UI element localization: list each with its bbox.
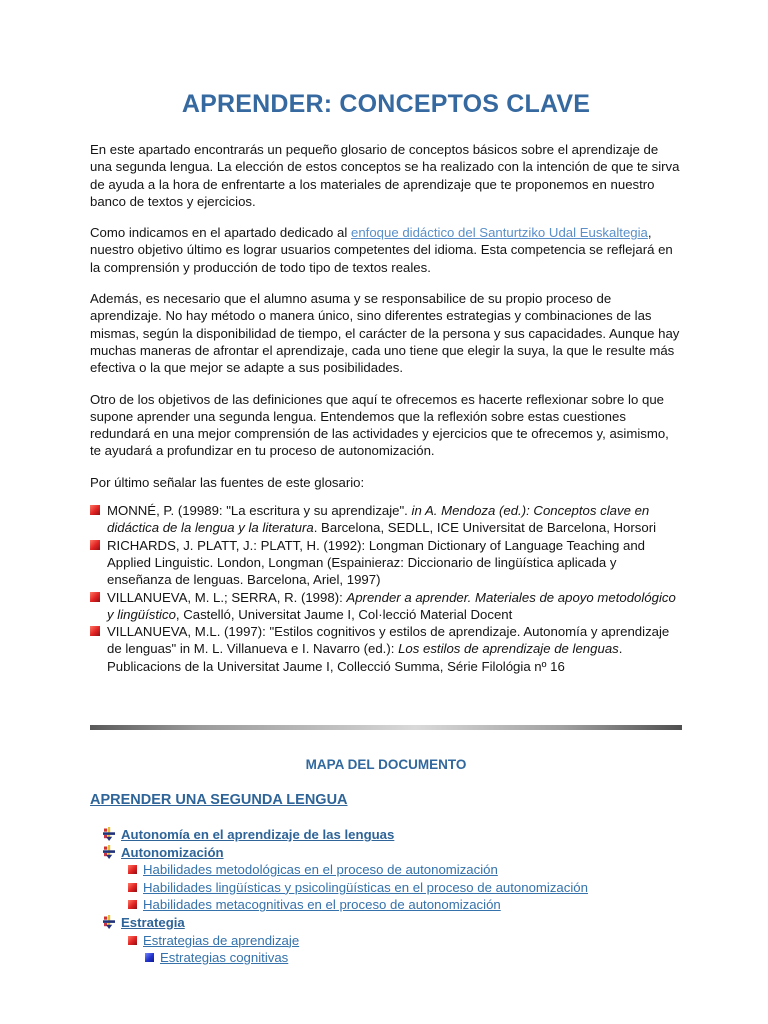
reference-item [90,502,682,537]
reference-text-italic: Los estilos de aprendizaje de lenguas [398,641,619,657]
page-title: APRENDER: CONCEPTOS CLAVE [181,90,591,118]
red-square-bullet-icon [128,936,137,945]
tree-link-estrategia[interactable]: Estrategia [121,914,185,930]
tree-item-estrategias-aprendizaje [90,932,682,950]
tree-item-estrategias-cognitivas [90,949,682,967]
reference-text-italic: Aprender a aprender. Materiales de apoyo metodológico y lingüístico [107,589,676,622]
red-square-bullet-icon [90,505,100,515]
red-square-bullet-icon [90,540,100,550]
document-map-tree [90,826,682,967]
paragraph-responsabilidad-text: Además, es necesario que el alumno asuma y se responsabilice de su propio proceso de aprendizaje. No hay método o manera único, sino diferentes estrategias y combinaciones de las mismas, según la disponibilidad de tiempo, el carácter de la persona y sus capacidades. Aunque hay muchas maneras de afrontar el aprendizaje, cada uno tiene que elegir la suya, la que le resulte más efectiva o la que mejor se adapte a sus posibilidades. [90,291,680,376]
reference-text: . Barcelona, SEDLL, ICE Universitat de Barcelona, Horsori [313,520,657,536]
red-square-bullet-icon [90,626,100,636]
paragraph-enfoque [90,224,682,276]
tree-item-autonomizacion [90,844,682,862]
reference-item [90,589,682,624]
reference-item [90,623,682,675]
reference-text: , Castelló, Universitat Jaume I, Col·lecció Material Docent [175,606,513,622]
tree-link-habilidades-metacognitivas[interactable]: Habilidades metacognitivas en el proceso de autonomización [143,897,501,913]
aprender-segunda-lengua-link[interactable]: APRENDER UNA SEGUNDA LENGUA [90,792,348,809]
paragraph-fuentes-text: Por último señalar las fuentes de este glosario: [90,474,365,490]
red-square-bullet-icon [90,592,100,602]
red-square-bullet-icon [128,865,137,874]
tree-item-habilidades-metodologicas [90,861,682,879]
section-divider [90,725,682,730]
paragraph-objetivos [90,391,682,460]
anchor-arrow-icon [102,915,116,929]
tree-link-estrategias-aprendizaje[interactable]: Estrategias de aprendizaje [143,932,300,948]
paragraph-intro [90,141,682,210]
reference-text: . Publicacions de la Universitat Jaume I, Collecció Summa, Série Filológia nº 16 [107,641,623,674]
reference-text: VILLANUEVA, M. L.; SERRA, R. (1998): [107,589,347,605]
reference-text: RICHARDS, J. PLATT, J.: PLATT, H. (1992): Longman Dictionary of Language Teaching and Applied Linguistic. London, Longman (Espainieraz: Diccionario de lingüística aplicada y enseñanza de lenguas. Barcelona, Ariel, 1997) [107,537,646,588]
reference-text: VILLANUEVA, M.L. (1997): "Estilos cognitivos y estilos de aprendizaje. Autonomía y aprendizaje de lenguas" in M. L. Villanueva e I. Navarro (ed.): [107,624,670,657]
paragraph-fuentes [90,474,682,491]
tree-link-autonomia[interactable]: Autonomía en el aprendizaje de las lenguas [121,827,395,843]
section-title-aprender [90,792,682,808]
red-square-bullet-icon [128,900,137,909]
tree-link-estrategias-cognitivas[interactable]: Estrategias cognitivas [160,950,289,966]
reference-text-italic: in A. Mendoza (ed.): Conceptos clave en didáctica de la lengua y la literatura [107,503,650,536]
tree-item-habilidades-metacognitivas [90,896,682,914]
reference-text: MONNÉ, P. (19989: "La escritura y su aprendizaje". [107,503,412,519]
blue-square-bullet-icon [145,953,154,962]
enfoque-didactico-link[interactable]: enfoque didáctico del Santurtziko Udal Euskaltegia [350,225,648,241]
references-list [90,502,682,675]
tree-item-autonomia [90,826,682,844]
map-heading: MAPA DEL DOCUMENTO [305,757,467,773]
tree-item-habilidades-linguisticas [90,879,682,897]
tree-link-autonomizacion[interactable]: Autonomización [121,844,224,860]
red-square-bullet-icon [128,883,137,892]
anchor-arrow-icon [102,827,116,841]
tree-item-estrategia [90,914,682,932]
paragraph-enfoque-after: , nuestro objetivo último es lograr usuarios competentes del idioma. Esta competencia se reflejará en la comprensión y producción de todo tipo de textos reales. [90,225,673,275]
tree-link-habilidades-metodologicas[interactable]: Habilidades metodológicas en el proceso de autonomización [143,862,498,878]
paragraph-responsabilidad [90,290,682,376]
anchor-arrow-icon [102,845,116,859]
paragraph-intro-text: En este apartado encontrarás un pequeño glosario de conceptos básicos sobre el aprendizaje de una segunda lengua. La elección de estos conceptos se ha realizado con la intención de que te sirva de ayuda a la hora de enfrentarte a los materiales de aprendizaje que te proponemos en nuestro banco de textos y ejercicios. [90,142,680,209]
paragraph-objetivos-text: Otro de los objetivos de las definiciones que aquí te ofrecemos es hacerte reflexionar sobre lo que supone aprender una segunda lengua. Entendemos que la reflexión sobre estas cuestiones redundará en una mejor comprensión de las actividades y ejercicios que te ofrecemos y, asimismo, te ayudará a profundizar en tu proceso de autonomización. [90,391,669,459]
paragraph-enfoque-before: Como indicamos en el apartado dedicado al [90,225,351,241]
reference-item [90,537,682,589]
tree-link-habilidades-linguisticas[interactable]: Habilidades lingüísticas y psicolingüísticas en el proceso de autonomización [143,879,588,895]
document-content [90,90,682,967]
